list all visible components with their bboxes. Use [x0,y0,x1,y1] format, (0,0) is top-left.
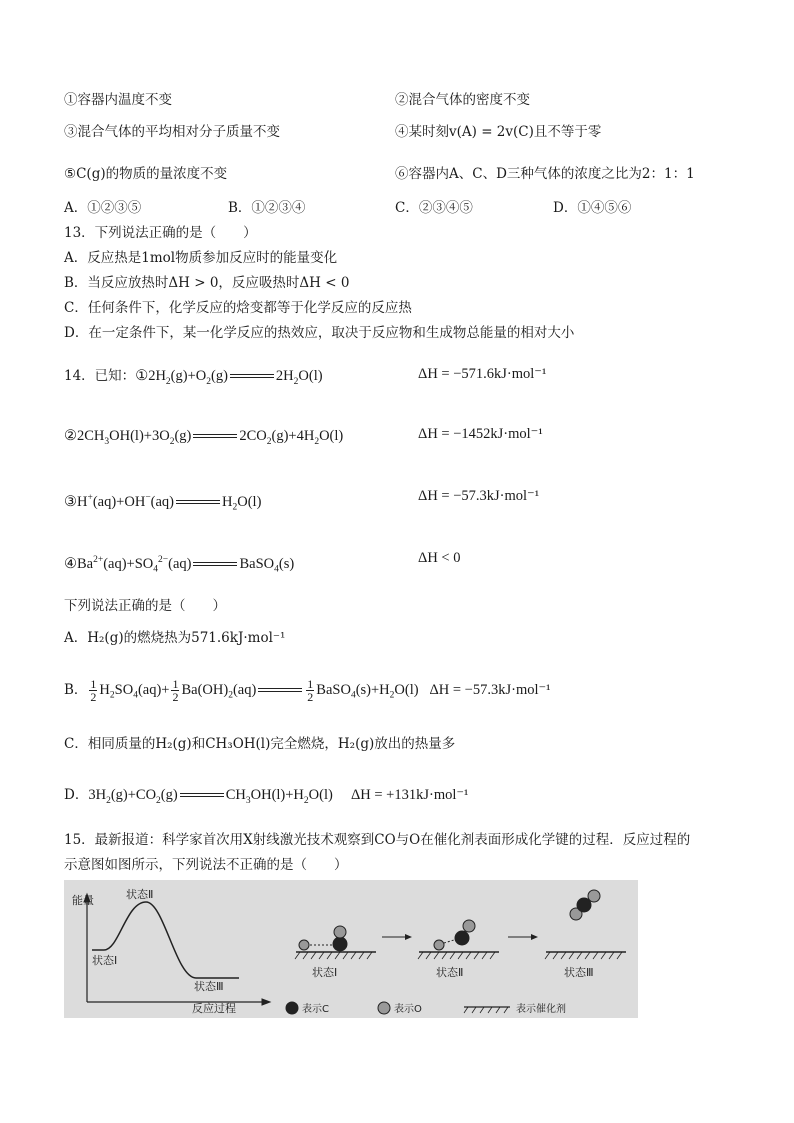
q15-line2: 示意图如图所示，下列说法不正确的是（ ） [64,857,348,873]
option-3: ③混合气体的平均相对分子质量不变 [64,124,280,140]
q14-choice-a: A．H₂(g)的燃烧热为571.6kJ·mol⁻¹ [64,630,286,646]
surface-state3-label: 状态Ⅲ [564,966,594,979]
surface-state1 [295,926,376,959]
reaction-diagram [64,880,638,1018]
q13-stem: 13．下列说法正确的是（ ） [64,225,257,241]
q14-eq4-dh: ΔH < 0 [418,550,461,566]
q12-choice-c: C．②③④⑤ [395,200,473,216]
q14-choice-d: D．$3H_2(g)+CO_2(g)$ $CH_3OH(l)+H_2O(l)$ ΔH = +131kJ·mol⁻¹ [64,787,469,806]
option-1: ①容器内温度不变 [64,92,172,108]
state3-label: 状态Ⅲ [194,980,224,993]
q12-choice-d: D．①④⑤⑥ [553,200,632,216]
q14-choice-c: C．相同质量的H₂(g)和CH₃OH(l)完全燃烧，H₂(g)放出的热量多 [64,736,456,752]
q13-choice-c: C．任何条件下，化学反应的焓变都等于化学反应的反应热 [64,300,412,316]
q14-stem: 下列说法正确的是（ ） [64,598,226,614]
q14-eq2-dh: ΔH = −1452kJ·mol⁻¹ [418,426,543,442]
q12-choice-b: B．①②③④ [228,200,306,216]
q13-choice-a: A．反应热是1mol物质参加反应时的能量变化 [64,250,338,266]
option-2: ②混合气体的密度不变 [395,92,530,108]
state1-label: 状态Ⅰ [92,954,118,967]
q15-line1: 15．最新报道：科学家首次用X射线激光技术观察到CO与O在催化剂表面形成化学键的过程．反应过程的 [64,832,691,848]
energy-profile [84,894,270,1005]
q12-choice-a: A．①②③⑤ [64,200,142,216]
q13-choice-d: D．在一定条件下，某一化学反应的热效应，取决于反应物和生成物总能量的相对大小 [64,325,575,341]
option-5: ⑤C(g)的物质的量浓度不变 [64,166,228,182]
state2-label: 状态Ⅱ [126,888,154,901]
legend-c: 表示C [302,1004,329,1015]
legend-o: 表示O [394,1004,422,1015]
surface-state2 [418,920,499,959]
q13-choice-b: B．当反应放热时ΔH > 0，反应吸热时ΔH < 0 [64,275,350,291]
q14-eq3-dh: ΔH = −57.3kJ·mol⁻¹ [418,488,540,504]
option-4: ④某时刻v(A) = 2v(C)且不等于零 [395,124,602,140]
q14-eq1-dh: ΔH = −571.6kJ·mol⁻¹ [418,366,547,382]
q14-choice-b: B． $\frac{1}{2}$ $H_2SO_4(aq)+$ $\frac{1}{2}$ $Ba(OH)_2(aq)$ $\frac{1}{2}$ $BaSO_4(s)+H_2O(l) \Delta H = -57.3kJ\cdot mol^{-1}$ [64,677,551,704]
q14-eq4: $④Ba^{2+}(aq)+SO_4^{2-}(aq)$ BaSO$_4$(s) [64,555,295,575]
legend-catalyst: 表示催化剂 [516,1004,566,1015]
surface-state2-label: 状态Ⅱ [436,966,464,979]
option-6: ⑥容器内A、C、D三种气体的浓度之比为2：1：1 [395,166,695,182]
q14-eq1: 14．已知：$①2H_2(g)+O_2(g)$ $2H_2O(l)$ [64,368,323,387]
surface-state3 [545,890,626,959]
q14-eq2: $②2CH_3OH(l)+3O_2(g)$ $2CO_2(g)+4H_2O(l)$ [64,428,344,447]
energy-axis-label: 能量 [72,894,94,907]
reaction-axis-label: 反应过程 [192,1002,236,1015]
surface-state1-label: 状态Ⅰ [312,966,338,979]
q14-eq3: ③H+(aq)+OH−(aq) $H_2O(l)$ [64,493,262,513]
